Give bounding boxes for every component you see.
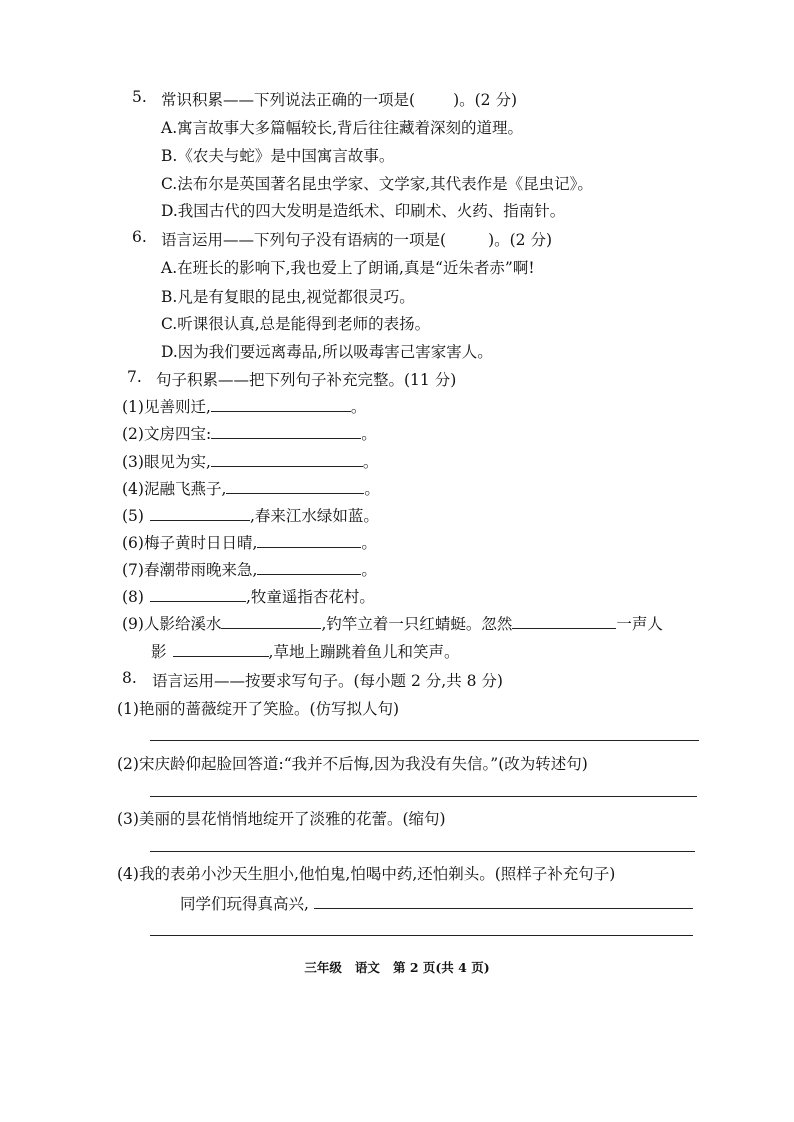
q7-item-2-blank[interactable]: [211, 422, 361, 439]
q7-item-3-blank[interactable]: [211, 450, 363, 467]
q6-option-c: C.听课很认真,总是能得到老师的表扬。: [161, 315, 431, 333]
q5-option-c: C.法布尔是英国著名昆虫学家、文学家,其代表作是《昆虫记》。: [161, 175, 593, 193]
q7-item-9-blank-3[interactable]: [173, 640, 269, 657]
q6-stem-text: 语言运用——下列句子没有语病的一项是(: [161, 231, 447, 249]
q8-item-2-number: (2): [117, 755, 139, 773]
q7-stem: 句子积累——把下列句子补充完整。(11 分): [156, 371, 457, 389]
q8-item-3-answer-line[interactable]: [150, 851, 695, 852]
q5-option-a: A.寓言故事大多篇幅较长,背后往往藏着深刻的道理。: [161, 119, 524, 137]
q8-item-4-example: [180, 892, 309, 914]
q5-number: 5.: [132, 88, 147, 106]
q8-item-1: [117, 697, 399, 719]
q7-item-1-text: 见善则迁,: [143, 398, 211, 416]
q7-item-7-blank[interactable]: [257, 558, 361, 575]
q7-item-8-blank[interactable]: [150, 585, 246, 602]
q7-item-4: [122, 477, 380, 499]
q7-item-1: [122, 395, 366, 417]
q8-item-4-inline-line[interactable]: [314, 908, 693, 909]
q7-item-2-text: 文房四宝:: [143, 425, 212, 443]
q7-item-5-text: ,春来江水绿如蓝。: [249, 507, 379, 525]
q7-item-3-text: 眼见为实,: [143, 453, 211, 471]
q7-item-6-text: 梅子黄时日日晴,: [143, 534, 258, 552]
q7-item-6-number: (6): [122, 534, 144, 552]
q7-item-3-end: 。: [362, 453, 379, 471]
q8-item-1-answer-line[interactable]: [150, 740, 699, 741]
q8-item-4-example-text: 同学们玩得真高兴,: [180, 895, 309, 913]
q7-item-4-number: (4): [122, 480, 144, 498]
q7-item-9-text-e: ,草地上蹦跳着鱼儿和笑声。: [268, 643, 460, 661]
q7-item-6: [122, 531, 377, 553]
q5-stem: [161, 88, 517, 110]
q8-item-1-text: 艳丽的蔷薇绽开了笑脸。(仿写拟人句): [138, 700, 400, 718]
q8-item-1-number: (1): [117, 700, 139, 718]
q7-item-9-line1: [122, 612, 663, 634]
q7-item-9-blank-2[interactable]: [512, 612, 616, 629]
q8-item-3: [117, 807, 446, 829]
q5-option-d: D.我国古代的四大发明是造纸术、印刷术、火药、指南针。: [161, 202, 566, 220]
q6-option-b: B.凡是有复眼的昆虫,视觉都很灵巧。: [161, 288, 415, 306]
q5-stem-text: 常识积累——下列说法正确的一项是(: [161, 91, 416, 109]
q7-item-6-end: 。: [361, 534, 377, 552]
q7-item-4-end: 。: [364, 480, 380, 498]
q7-item-9-text-d: 影: [151, 643, 167, 661]
q7-item-8: [122, 585, 375, 607]
q7-item-9-text-a: 人影给溪水: [143, 615, 222, 633]
page-footer: 三年级 语文 第 2 页(共 4 页): [304, 960, 490, 975]
q8-item-3-text: 美丽的昙花悄悄地绽开了淡雅的花蕾。(缩句): [138, 810, 446, 828]
q6-option-a: A.在班长的影响下,我也爱上了朗诵,真是“近朱者赤”啊!: [161, 259, 535, 277]
q8-item-4: [117, 862, 615, 884]
q8-item-2: [117, 752, 588, 774]
q7-item-7-end: 。: [361, 561, 377, 579]
q7-item-2-end: 。: [361, 425, 377, 443]
q7-item-9-number: (9): [122, 615, 144, 633]
q7-item-1-blank[interactable]: [211, 395, 351, 412]
q6-stem: [161, 228, 552, 250]
q7-item-1-end: 。: [350, 398, 367, 416]
q7-item-2-number: (2): [122, 425, 144, 443]
q7-number: 7.: [127, 368, 142, 386]
q7-item-8-text: ,牧童遥指杏花村。: [245, 588, 375, 606]
q7-item-3-number: (3): [122, 453, 144, 471]
q7-item-7-text: 春潮带雨晚来急,: [143, 561, 258, 579]
q7-item-9-blank-1[interactable]: [221, 612, 321, 629]
q7-item-7-number: (7): [122, 561, 144, 579]
q7-item-3: [122, 450, 378, 472]
q7-item-5-blank[interactable]: [150, 504, 250, 521]
q5-stem-tail: )。(2 分): [453, 91, 517, 109]
q7-item-9-text-b: ,钓竿立着一只红蜻蜓。忽然: [321, 615, 513, 633]
q7-item-1-number: (1): [122, 398, 144, 416]
q6-option-d: D.因为我们要远离毒品,所以吸毒害己害家害人。: [161, 343, 493, 361]
q8-item-4-text: 我的表弟小沙天生胆小,他怕鬼,怕喝中药,还怕剃头。(照样子补充句子): [138, 865, 616, 883]
q8-item-2-answer-line[interactable]: [150, 796, 697, 797]
q8-stem: 语言运用——按要求写句子。(每小题 2 分,共 8 分): [152, 672, 503, 690]
q7-item-4-blank[interactable]: [226, 477, 364, 494]
q8-item-2-text: 宋庆龄仰起脸回答道:“我并不后悔,因为我没有失信。”(改为转述句): [138, 755, 588, 773]
q7-item-6-blank[interactable]: [257, 531, 361, 548]
q8-item-4-answer-line[interactable]: [150, 935, 693, 936]
q7-item-2: [122, 422, 377, 444]
q5-option-b: B.《农夫与蛇》是中国寓言故事。: [161, 147, 395, 165]
q8-number: 8.: [122, 669, 137, 687]
q6-number: 6.: [132, 228, 147, 246]
q7-item-9-line2: [151, 640, 459, 662]
q8-item-3-number: (3): [117, 810, 139, 828]
q6-stem-tail: )。(2 分): [488, 231, 552, 249]
q7-item-7: [122, 558, 377, 580]
q7-item-5: [122, 504, 379, 526]
q8-item-4-number: (4): [117, 865, 139, 883]
q7-item-8-number: (8): [122, 588, 144, 606]
q7-item-5-number: (5): [122, 507, 144, 525]
q7-item-4-text: 泥融飞燕子,: [143, 480, 227, 498]
q7-item-9-text-c: 一声人: [616, 615, 663, 633]
